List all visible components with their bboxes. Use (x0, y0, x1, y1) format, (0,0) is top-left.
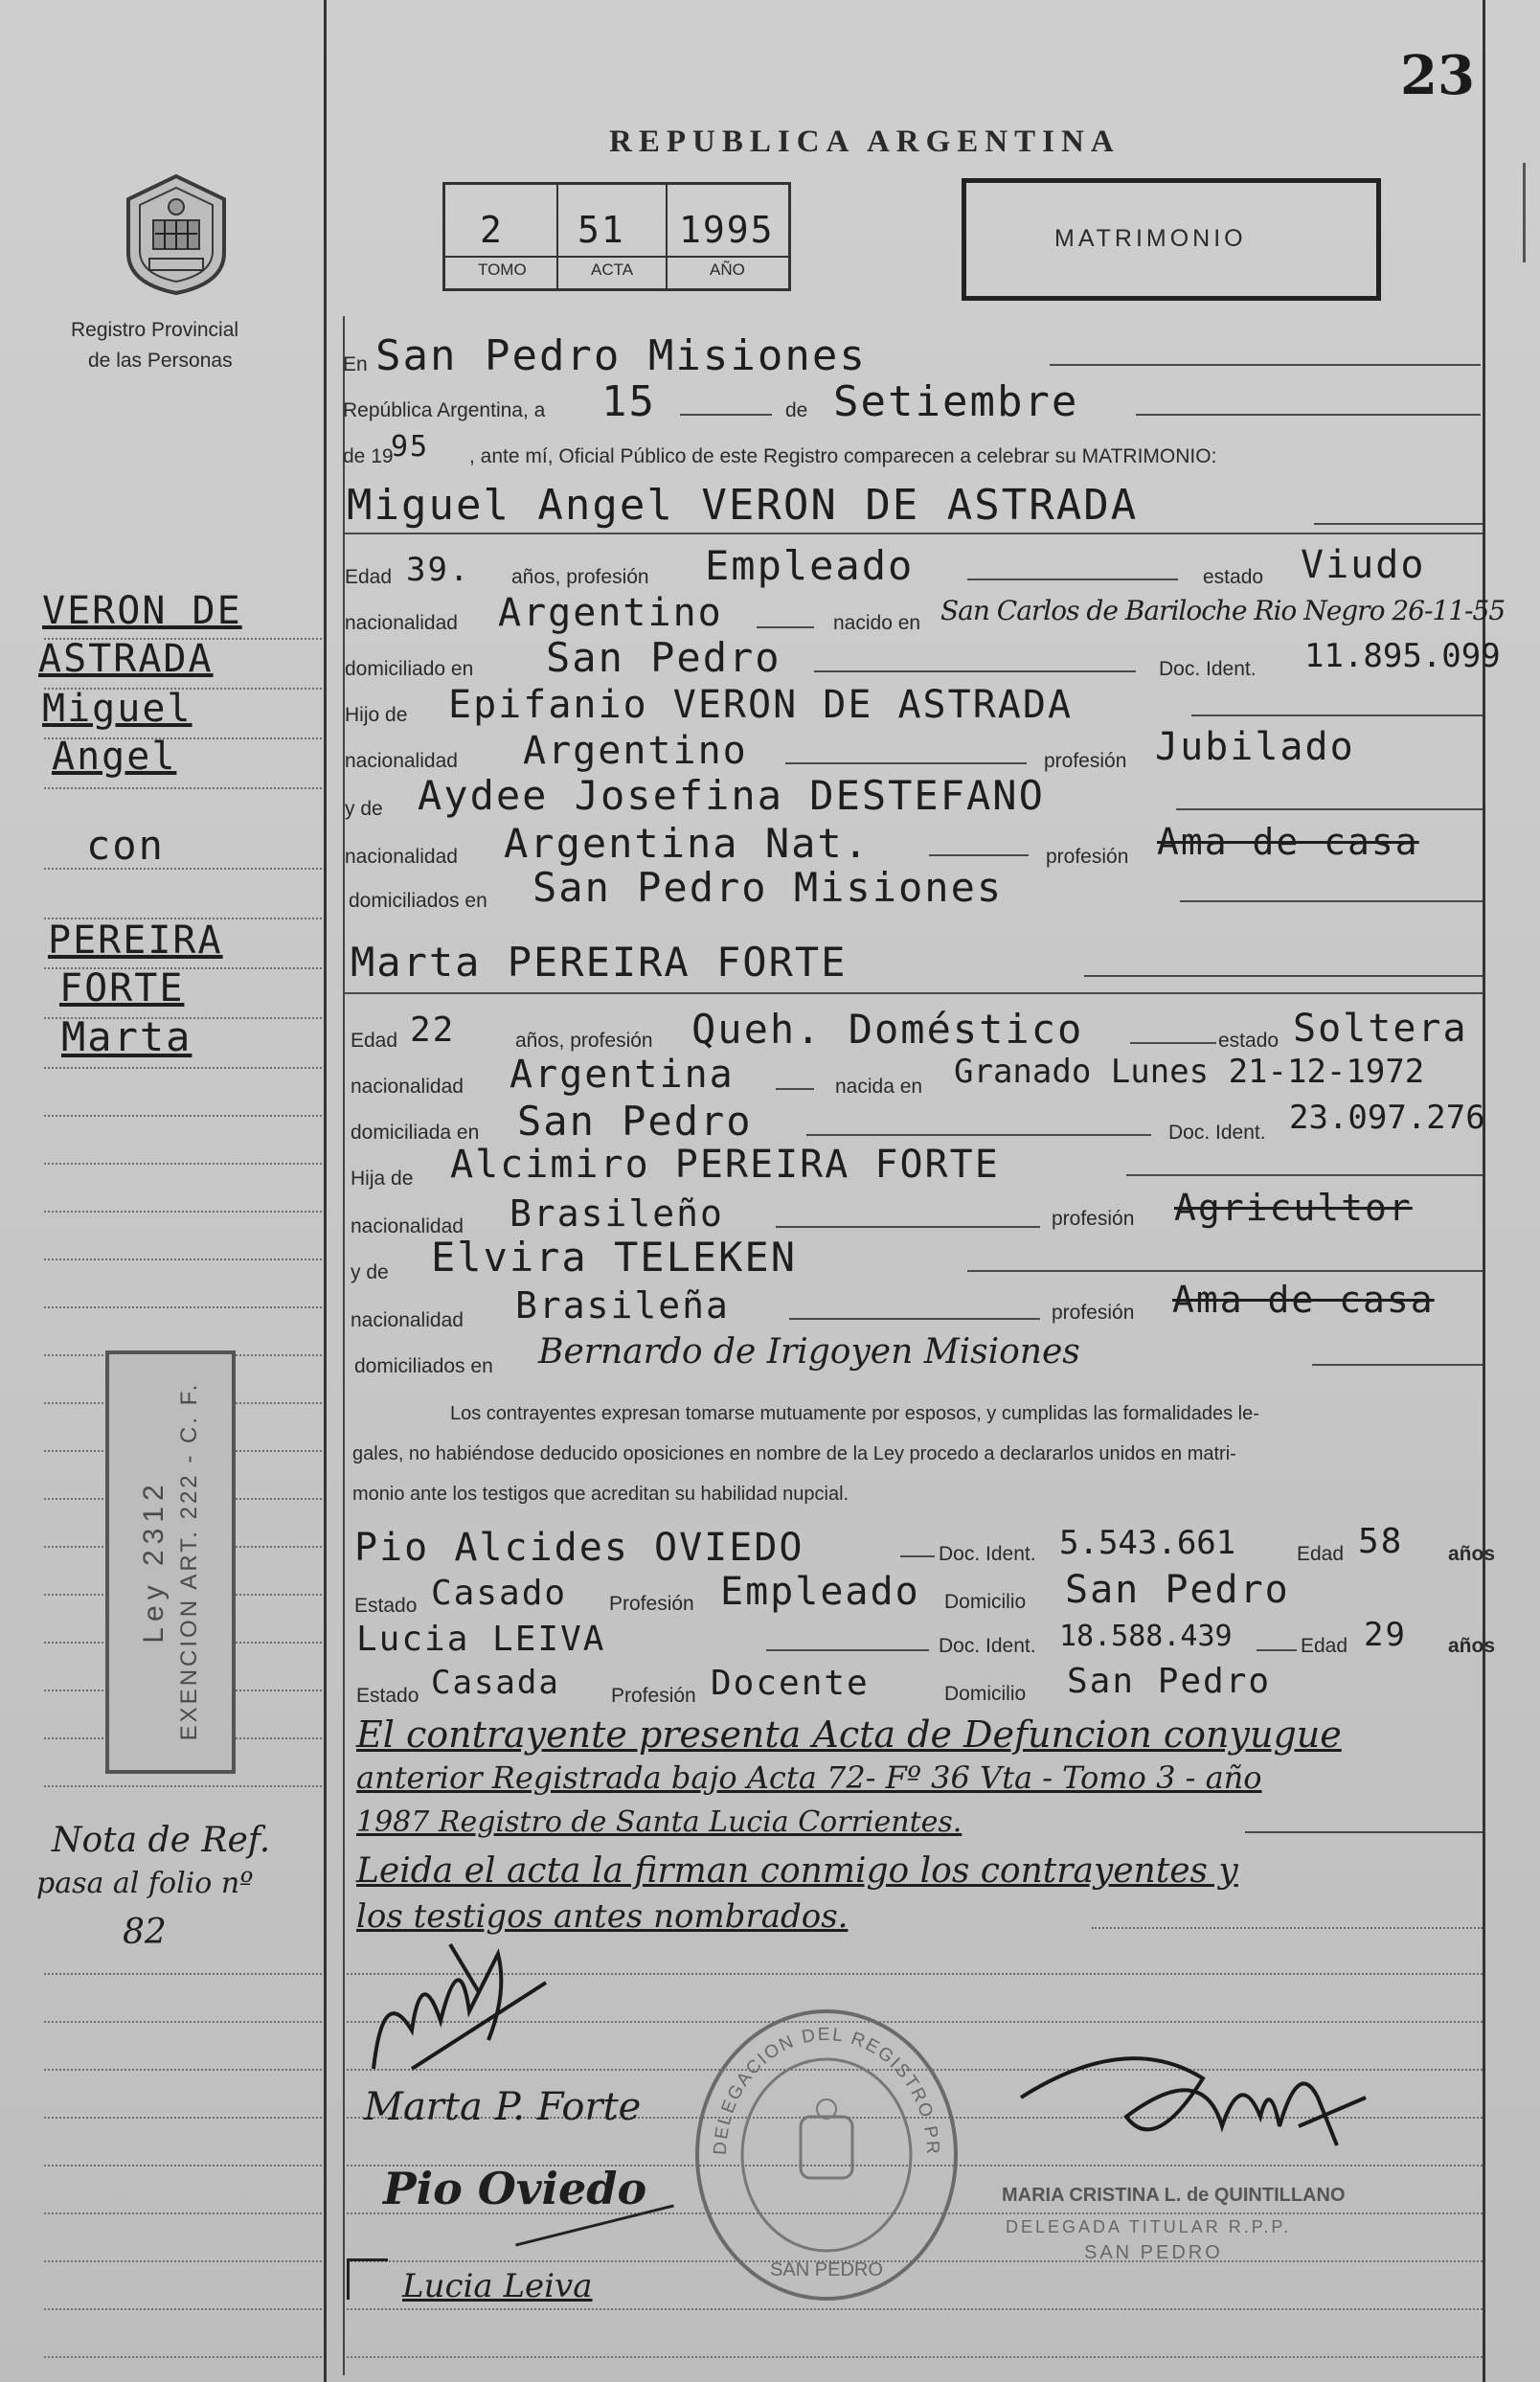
law-stamp-text-wrap (140, 1360, 201, 1762)
bride-domicile: San Pedro (517, 1098, 753, 1145)
official-title: DELEGADA TITULAR R.P.P. (1006, 2217, 1292, 2236)
groom-doc: 11.895.099 (1304, 637, 1501, 675)
intro-statement: , ante mí, Oficial Público de este Registro comparecen a celebrar su MATRIMONIO: (469, 445, 1217, 467)
law-stamp-line2: EXENCION ART. 222 - C. F. (176, 1381, 202, 1741)
margin-dotline (44, 2356, 322, 2358)
margin-dotline (44, 787, 322, 789)
groom-father-profesion-label: profesión (1044, 750, 1127, 772)
bride-parents-dom-line (1312, 1364, 1483, 1366)
margin-bride-given: Marta (61, 1013, 192, 1060)
bride-doc-label: Doc. Ident. (1168, 1122, 1266, 1144)
official-signature (1011, 2040, 1375, 2174)
witness1-doc: 5.543.661 (1059, 1524, 1236, 1562)
day-line (680, 414, 772, 416)
margin-con: con (86, 822, 165, 869)
groom-estado-label: estado (1203, 566, 1264, 588)
groom-father-profession: Jubilado (1155, 725, 1355, 769)
groom-nationality-line (757, 626, 814, 628)
bride-edad-label: Edad (351, 1030, 398, 1052)
acta-value: 51 (578, 209, 625, 251)
witness2-signature-bracket (347, 2258, 388, 2300)
margin-note-line2: pasa al folio nº (36, 1867, 254, 1900)
note-line4: Leida el acta la firman conmigo los contrayentes y (356, 1851, 1238, 1891)
place-line (1050, 364, 1481, 366)
groom-anos-profesion-label: años, profesión (511, 566, 649, 588)
acta-label: ACTA (591, 261, 634, 279)
ano-value: 1995 (679, 209, 775, 251)
bride-domiciliada-label: domiciliada en (351, 1122, 480, 1144)
body-dotline (1092, 1927, 1483, 1929)
witness1-domicilio-label: Domicilio (944, 1591, 1027, 1613)
witness2-signature: Lucia Leiva (402, 2267, 593, 2305)
groom-mother-line (1176, 808, 1483, 810)
page-number: 23 (1400, 44, 1475, 107)
witness2-profesion-label: Profesión (611, 1685, 696, 1707)
bride-yde-label: y de (351, 1261, 389, 1283)
seal-bottom-text: SAN PEDRO (770, 2259, 883, 2280)
bride-age: 22 (410, 1010, 456, 1050)
witness2-doc-line (1257, 1649, 1297, 1651)
margin-dotline (44, 1211, 322, 1213)
groom-doc-label: Doc. Ident. (1159, 658, 1257, 680)
groom-section-rule (343, 533, 1483, 534)
groom-parents-domicile: San Pedro Misiones (532, 864, 1004, 911)
margin-dotline (44, 2021, 322, 2023)
groom-mother-nacionalidad-label: nacionalidad (345, 846, 458, 868)
groom-nationality: Argentino (498, 591, 723, 635)
bride-father-line (1126, 1174, 1483, 1176)
official-place: SAN PEDRO (1084, 2242, 1223, 2263)
bride-mother-nat-line (789, 1318, 1040, 1320)
bride-nationality-line (776, 1088, 814, 1090)
witness1-age: 58 (1358, 1522, 1404, 1561)
bride-hija-label: Hija de (351, 1168, 414, 1190)
month-line (1136, 414, 1481, 416)
groom-yde-label: y de (345, 798, 383, 820)
witness1-estado-label: Estado (354, 1595, 418, 1617)
body-dotline (347, 2308, 1483, 2310)
bride-domiciliados-label: domiciliados en (354, 1355, 493, 1377)
groom-nacionalidad-label: nacionalidad (345, 612, 458, 634)
margin-groom-given-2: Angel (52, 735, 177, 779)
republica-label: República Argentina, a (343, 399, 546, 421)
place-value: San Pedro Misiones (375, 331, 867, 380)
month-de-label: de (785, 399, 808, 421)
official-name: MARIA CRISTINA L. de QUINTILLANO (1002, 2185, 1346, 2206)
witness1-name-line (900, 1555, 935, 1557)
witness1-signature: Pio Oviedo (383, 2163, 647, 2214)
groom-name-line (1314, 523, 1483, 525)
margin-bride-surname-1: PEREIRA (48, 919, 223, 963)
bride-father: Alcimiro PEREIRA FORTE (450, 1143, 1000, 1187)
bride-mother-nacionalidad-label: nacionalidad (351, 1309, 464, 1331)
bride-father-profesion-label: profesión (1052, 1208, 1135, 1230)
bride-anos-profesion-label: años, profesión (515, 1030, 653, 1052)
margin-bride-surname-2: FORTE (59, 966, 185, 1010)
right-border (1483, 0, 1485, 2382)
bride-mother-line (967, 1270, 1483, 1272)
bride-domicile-line (806, 1134, 1151, 1136)
margin-dotline (44, 2308, 322, 2310)
margin-note-line1: Nota de Ref. (52, 1821, 271, 1860)
record-divider (445, 256, 788, 258)
groom-domicile: San Pedro (546, 634, 781, 681)
witness1-anos-label: años (1448, 1543, 1496, 1565)
bride-mother: Elvira TELEKEN (431, 1234, 798, 1281)
year-prefix: de 19 (343, 445, 394, 467)
witness2-domicilio-label: Domicilio (944, 1683, 1027, 1705)
groom-mother: Aydee Josefina DESTEFANO (418, 772, 1045, 819)
bride-profession-line (1130, 1042, 1216, 1044)
margin-dotline (44, 1973, 322, 1975)
note-line5: los testigos antes nombrados. (356, 1897, 849, 1936)
note-line3-line (1245, 1831, 1483, 1833)
record-col-divider-2 (666, 185, 668, 288)
bride-nacionalidad-label: nacionalidad (351, 1076, 464, 1098)
record-col-divider-1 (556, 185, 558, 288)
bride-name: Marta PEREIRA FORTE (351, 939, 848, 986)
groom-mother-profesion-label: profesión (1046, 846, 1129, 868)
ano-label: AÑO (710, 261, 745, 279)
bride-father-profession: Agricultor (1174, 1187, 1413, 1229)
witness2-edad-label: Edad (1301, 1635, 1348, 1657)
witness2-name-line (766, 1649, 929, 1651)
margin-dotline (44, 2212, 322, 2214)
note-line3: 1987 Registro de Santa Lucia Corrientes. (356, 1805, 962, 1839)
groom-signature (354, 1925, 575, 2088)
witness2-anos-label: años (1448, 1635, 1496, 1657)
bride-name-line (1084, 975, 1483, 977)
margin-dotline (44, 1163, 322, 1165)
witness2-doc: 18.588.439 (1059, 1620, 1233, 1653)
margin-dotline (44, 2260, 322, 2262)
bride-estado-label: estado (1218, 1030, 1280, 1052)
groom-mother-profession: Ama de casa (1157, 821, 1419, 863)
year-suffix: 95 (391, 430, 430, 464)
groom-parents-dom-line (1180, 900, 1483, 902)
bride-father-nat-line (776, 1226, 1040, 1228)
witness1-edad-label: Edad (1297, 1543, 1345, 1565)
bride-parents-domicile: Bernardo de Irigoyen Misiones (538, 1332, 1080, 1372)
margin-groom-surname-2: ASTRADA (38, 637, 214, 681)
margin-divider (324, 0, 327, 2382)
law-stamp-line1: Ley 2312 (138, 1479, 170, 1644)
margin-dotline (44, 2117, 322, 2119)
bride-profession: Queh. Doméstico (691, 1006, 1084, 1053)
witness2-name: Lucia LEIVA (356, 1620, 606, 1659)
groom-civil-status: Viudo (1301, 543, 1426, 587)
groom-age: 39. (406, 551, 471, 589)
witness1-status: Casado (431, 1574, 568, 1613)
groom-father-nat-line (785, 762, 1027, 764)
bracket-mark (1513, 163, 1526, 262)
groom-domicile-line (814, 670, 1136, 672)
bride-mother-profession: Ama de casa (1172, 1279, 1435, 1321)
witness2-profession: Docente (711, 1664, 870, 1703)
groom-name: Miguel Angel VERON DE ASTRADA (347, 481, 1139, 530)
bride-nacida-label: nacida en (835, 1076, 923, 1098)
bride-doc: 23.097.276 (1289, 1099, 1485, 1137)
registry-name-line2: de las Personas (88, 350, 233, 372)
groom-domiciliado-label: domiciliado en (345, 658, 474, 680)
margin-dotline (44, 1259, 322, 1260)
bride-father-nationality: Brasileño (510, 1192, 724, 1235)
month-value: Setiembre (833, 377, 1079, 426)
margin-groom-surname-1: VERON DE (42, 589, 242, 633)
witness1-domicile: San Pedro (1065, 1568, 1290, 1612)
bride-signature: Marta P. Forte (364, 2085, 642, 2129)
document-type-box (962, 178, 1381, 301)
bride-birth: Granado Lunes 21-12-1972 (954, 1053, 1425, 1091)
record-number-box (442, 182, 791, 291)
groom-mother-nationality: Argentina Nat. (504, 820, 871, 867)
tomo-label: TOMO (478, 261, 527, 279)
margin-note-line3: 82 (123, 1913, 167, 1952)
groom-domiciliados-label: domiciliados en (349, 890, 487, 912)
margin-dotline (44, 1306, 322, 1308)
bride-mother-profesion-label: profesión (1052, 1302, 1135, 1324)
declaration-line1: Los contrayentes expresan tomarse mutuamente por esposos, y cumplidas las formalidades le- (450, 1403, 1259, 1424)
witness1-profesion-label: Profesión (609, 1593, 694, 1615)
groom-hijo-label: Hijo de (345, 704, 408, 726)
bride-civil-status: Soltera (1293, 1007, 1468, 1051)
country-title: REPUBLICA ARGENTINA (609, 125, 1121, 159)
witness2-age: 29 (1364, 1616, 1407, 1654)
groom-father-nacionalidad-label: nacionalidad (345, 750, 458, 772)
groom-edad-label: Edad (345, 566, 393, 588)
groom-father-nationality: Argentino (523, 729, 748, 773)
margin-dotline (44, 1785, 322, 1787)
bride-section-rule (343, 992, 1483, 994)
tomo-value: 2 (480, 209, 504, 251)
groom-profession-line (967, 578, 1178, 580)
day-value: 15 (601, 377, 656, 426)
document-type: MATRIMONIO (1054, 225, 1247, 252)
declaration-line3: monio ante los testigos que acreditan su habilidad nupcial. (352, 1484, 849, 1505)
groom-mother-nat-line (929, 854, 1029, 856)
groom-nacido-label: nacido en (833, 612, 921, 634)
en-label: En (343, 353, 368, 375)
witness1-profession: Empleado (720, 1570, 920, 1614)
note-line2: anterior Registrada bajo Acta 72- Fº 36 Vta - Tomo 3 - año (356, 1759, 1262, 1796)
bride-mother-nationality: Brasileña (515, 1284, 730, 1327)
groom-birth: San Carlos de Bariloche Rio Negro 26-11-55 (940, 595, 1506, 626)
note-line1: El contrayente presenta Acta de Defuncion conyugue (356, 1713, 1342, 1756)
witness2-domicile: San Pedro (1067, 1662, 1272, 1701)
provincial-emblem-icon (117, 170, 236, 297)
law-exemption-stamp (105, 1350, 236, 1774)
margin-dotline (44, 2165, 322, 2166)
witness2-doc-label: Doc. Ident. (939, 1635, 1036, 1657)
bride-father-nacionalidad-label: nacionalidad (351, 1215, 464, 1237)
registry-name-line1: Registro Provincial (71, 319, 239, 341)
groom-profession: Empleado (705, 542, 915, 589)
margin-groom-given-1: Miguel (42, 687, 192, 731)
seal-ring-text: DELEGACION DEL REGISTRO PR (710, 2024, 943, 2157)
margin-dotline (44, 2069, 322, 2071)
margin-dotline (44, 1115, 322, 1117)
body-dotline (347, 2356, 1483, 2358)
witness1-doc-label: Doc. Ident. (939, 1543, 1036, 1565)
witness2-estado-label: Estado (356, 1685, 419, 1707)
groom-father: Epifanio VERON DE ASTRADA (448, 683, 1074, 727)
margin-dotline (44, 1067, 322, 1069)
witness1-name: Pio Alcides OVIEDO (354, 1526, 804, 1570)
declaration-line2: gales, no habiéndose deducido oposiciones en nombre de la Ley procedo a declararlos unidos en matri- (352, 1443, 1236, 1464)
witness2-status: Casada (431, 1664, 560, 1702)
groom-father-line (1191, 715, 1483, 716)
official-seal-stamp (688, 2002, 965, 2308)
bride-nationality: Argentina (510, 1053, 735, 1097)
